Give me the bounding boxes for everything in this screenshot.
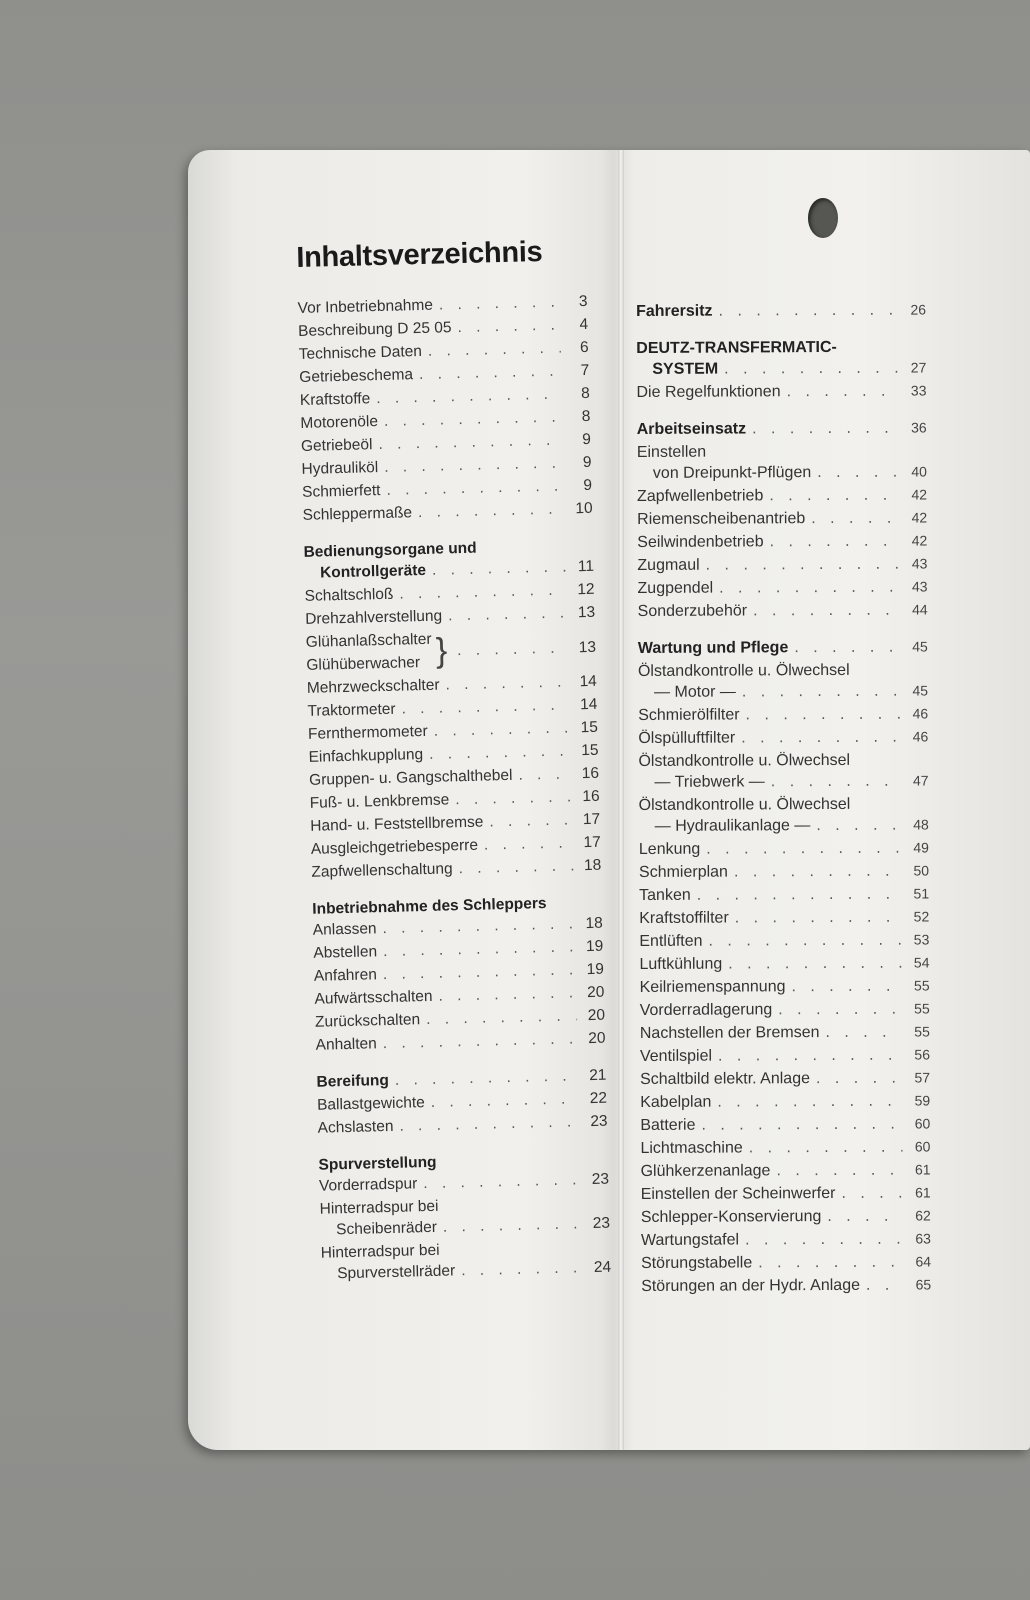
toc-page-number: 18 [585,914,603,933]
leader-dots [457,636,568,662]
leader-dots [771,770,901,794]
toc-page-number: 20 [587,1006,606,1025]
leader-dots [728,952,901,976]
toc-entry [640,1043,930,1068]
toc-page-number: 11 [577,557,595,576]
toc-entry [640,997,930,1022]
toc-entry [637,460,927,485]
toc-page-number: 43 [911,555,928,572]
toc-entry [640,1089,930,1114]
toc-page-number: 60 [914,1138,931,1155]
leader-dots [445,670,569,696]
toc-page-number: 18 [583,856,602,875]
toc-entry [639,792,929,815]
toc-entry-label: Fernthermometer [307,722,428,743]
leader-dots [428,337,561,363]
toc-page-number: 9 [583,476,593,495]
toc-entry-label: Schmierfett [301,482,381,501]
toc-entry-label: Schlepper-Konservierung [640,1208,822,1226]
toc-entry-label: Arbeitseinsatz [636,420,747,438]
toc-page-number: 8 [581,407,591,426]
leader-dots [778,998,902,1022]
leader-dots [734,860,901,884]
leader-dots [745,1228,903,1252]
toc-page-number: 40 [911,463,927,480]
toc-entry-label: Glühanlaßschalter [305,630,432,651]
toc-entry-label: Zugpendel [637,579,714,597]
leader-dots [811,507,899,530]
toc-page-number: 60 [914,1115,931,1132]
toc-entry [641,1158,931,1183]
toc-entry-label: Störungen an der Hydr. Anlage [641,1276,861,1295]
toc-entry-label: Bereifung [316,1071,390,1091]
leader-dots [749,1136,903,1160]
toc-entry-label: Störungstabelle [641,1254,753,1272]
toc-entry-label: Anhalten [315,1035,378,1054]
leader-dots [484,831,573,856]
toc-page-number: 22 [589,1089,608,1108]
page-title: Inhaltsverzeichnis [296,235,543,274]
toc-entry-label: Vor Inbetriebnahme [297,296,434,317]
toc-page-number: 23 [591,1170,610,1189]
toc-entry [639,813,929,838]
toc-entry-label: Hinterradspur bei [320,1241,440,1262]
toc-entry [638,598,928,623]
toc-entry-label: Glühüberwacher [306,654,421,674]
toc-entry-label: Ölstandkontrolle u. Ölwechsel [638,751,851,770]
leader-dots [817,461,899,484]
toc-page-number: 23 [590,1112,608,1131]
toc-entry-label: Hand- u. Feststellbremse [310,813,484,835]
leader-dots [745,703,900,727]
toc-entry-label: Kraftstoffilter [639,909,729,927]
toc-page-number: 45 [912,638,928,655]
toc-entry [637,439,927,462]
leader-dots [776,1159,902,1183]
toc-entry-label: Vorderradlagerung [639,1001,773,1019]
leader-dots [816,814,900,837]
toc-entry-label: Ausgleichgetriebesperre [310,836,479,858]
toc-page-number: 53 [913,931,930,948]
toc-entry-label: Wartung und Pflege [637,639,789,657]
toc-entry [637,552,927,577]
toc-entry-label: Schmierplan [638,863,728,881]
toc-entry-label: Keilriemenspannung [639,978,786,996]
toc-page-number: 46 [912,728,929,745]
toc-page-number: 14 [579,672,598,691]
toc-page-number: 42 [911,532,928,549]
toc-page-number: 24 [593,1258,612,1277]
toc-entry-label: Einstellen der Scheinwerfer [640,1184,836,1203]
toc-page-number: 64 [915,1253,932,1270]
leader-dots [701,1113,902,1137]
leader-dots [708,929,901,953]
section-gap [636,321,926,337]
toc-entry-label: Lichtmaschine [640,1139,743,1157]
toc-entry-label: — Hydraulikanlage — [654,817,811,835]
toc-entry-label: Mehrzweckschalter [306,676,440,697]
leader-dots [433,716,570,742]
toc-entry-label: Scheibenräder [335,1218,438,1239]
toc-entry-label: Zugmaul [637,556,700,574]
toc-entry [641,1227,931,1252]
toc-page-number: 55 [913,977,930,994]
leader-dots [724,357,898,381]
toc-page-number: 16 [581,764,600,783]
toc-entry [638,702,928,727]
leader-dots [866,1274,903,1297]
leader-dots [758,1251,903,1275]
toc-section-heading [636,335,926,358]
toc-entry-label: Ballastgewichte [316,1094,425,1114]
toc-entry-label: Nachstellen der Bremsen [639,1024,820,1042]
toc-entry-label: Schaltschloß [304,585,394,605]
leader-dots [718,1044,902,1068]
leader-dots [841,1182,902,1205]
toc-page-number: 42 [911,486,928,503]
toc-list-left [297,290,611,1286]
leader-dots [697,883,902,907]
toc-entry-label: Technische Daten [298,342,423,363]
toc-page-number: 56 [914,1046,930,1063]
toc-entry-label: Wartungstafel [640,1231,740,1249]
leader-dots [438,981,576,1007]
toc-page-number: 27 [910,359,927,376]
punch-hole [808,198,838,238]
toc-entry-label: Schmierölfilter [638,706,740,724]
leader-dots [706,837,901,861]
toc-page-number: 9 [582,453,592,472]
toc-page-number: 65 [915,1276,932,1293]
toc-page-number: 15 [580,718,599,737]
leader-dots [719,576,899,600]
toc-entry-label: Spurverstellung [318,1153,437,1174]
toc-page-number: 45 [912,682,929,699]
leader-dots [770,530,900,554]
leader-dots [753,599,900,623]
toc-entry-label: Anfahren [313,966,378,985]
toc-entry-label: Schaltbild elektr. Anlage [640,1070,811,1088]
leader-dots [429,739,571,765]
toc-page-number: 17 [582,810,601,829]
leader-dots [457,314,560,340]
toc-page-number: 55 [914,1000,930,1017]
toc-left-column [296,235,611,1286]
toc-entry-label: Anlassen [312,920,377,939]
leader-dots [816,1067,902,1090]
toc-entry-label: Aufwärtsschalten [314,987,433,1008]
leader-dots [439,291,560,317]
toc-page-number: 7 [580,361,590,380]
leader-dots [448,601,568,627]
toc-page-number: 8 [580,384,590,403]
toc-page-number: 19 [586,960,605,979]
toc-entry-label: Einstellen [636,443,707,461]
toc-entry-label: Fuß- u. Lenkbremse [309,791,450,812]
toc-entry-label: Beschreibung D 25 05 [297,319,452,340]
toc-entry-label: Ölspülluftfilter [638,729,736,747]
toc-entry-label: von Dreipunkt-Pflügen [652,464,812,482]
toc-entry [638,725,928,750]
toc-entry [639,928,929,953]
leader-dots [399,1110,580,1137]
toc-page-number: 44 [912,601,928,618]
leader-dots [461,1256,583,1282]
toc-page-number: 47 [912,772,929,789]
toc-entry [638,769,928,794]
toc-entry [638,679,928,704]
toc-page-number: 13 [578,638,597,656]
toc-entry-label: Lenkung [638,840,701,858]
toc-entry [641,1181,931,1206]
leader-dots [443,1212,583,1238]
toc-section-heading [638,635,928,660]
toc-page-number: 20 [588,1029,606,1048]
toc-entry-label: Fahrersitz [636,302,713,320]
toc-page-number: 6 [579,338,589,357]
toc-entry [641,1204,931,1229]
toc-entry-label: Vorderradspur [318,1175,418,1195]
toc-entry-label: Kabelplan [640,1093,712,1111]
toc-entry [640,1066,930,1091]
toc-entry-label: Zapfwellenschaltung [311,860,453,881]
leader-dots [827,1205,903,1228]
toc-entry [638,658,928,681]
toc-entry-label: Traktormeter [307,700,396,720]
toc-entry-label: SYSTEM [652,360,719,378]
leader-dots [418,498,565,525]
leader-dots [742,680,900,704]
toc-entry-label: Hydrauliköl [301,459,379,478]
toc-page-number: 21 [588,1066,607,1085]
toc-entry [640,1112,930,1137]
toc-page-number: 52 [913,908,930,925]
toc-entry-label: Ölstandkontrolle u. Ölwechsel [638,795,851,814]
toc-section-heading [637,416,927,441]
leader-dots [791,975,901,999]
toc-entry-label: Tanken [639,886,691,904]
toc-page-number: 14 [579,695,598,714]
toc-page-number: 57 [914,1069,931,1086]
toc-entry-label: Die Regelfunktionen [636,383,781,401]
toc-page-number: 48 [913,816,929,833]
toc-page-number: 10 [575,499,593,518]
toc-right-column [636,298,931,1298]
leader-dots [455,785,572,811]
toc-page-number: 62 [915,1207,931,1224]
toc-page-number: 23 [592,1214,611,1233]
toc-entry-label: Ölstandkontrolle u. Ölwechsel [637,661,850,680]
toc-page-number: 33 [910,382,927,399]
toc-entry [639,905,929,930]
leader-dots [383,1027,578,1055]
toc-entry-label: — Motor — [654,683,736,701]
toc-page-number: 46 [912,705,929,722]
toc-page-number: 17 [583,833,601,852]
leader-dots [718,299,898,323]
section-gap [638,621,928,637]
leader-dots [752,417,899,441]
toc-entry-label: Luftkühlung [639,955,723,973]
toc-list-right [636,298,931,1298]
toc-entry [636,379,926,404]
toc-entry-label: Drehzahlverstellung [305,607,443,628]
leader-dots [423,1168,581,1195]
toc-entry-label: Schleppermaße [302,504,413,524]
toc-page-number: 59 [914,1092,931,1109]
toc-page-number: 61 [914,1161,931,1178]
toc-entry [639,836,929,861]
toc-page-number: 61 [915,1184,931,1201]
toc-section-heading [636,298,926,323]
leader-dots [518,762,571,786]
toc-entry-labels [306,628,433,677]
toc-page-number: 42 [911,509,928,526]
toc-entry-label: Kraftstoffe [299,390,371,409]
toc-entry-label: Ventilspiel [639,1047,713,1065]
toc-entry [641,1250,931,1275]
toc-entry-label: Zurückschalten [314,1011,421,1031]
toc-entry-label: Spurverstellräder [337,1262,456,1283]
brace-symbol: } [435,631,448,670]
toc-page-number: 49 [913,839,929,856]
toc-page-number: 20 [586,983,605,1002]
toc-entry-label: Seilwindenbetrieb [637,533,764,551]
toc-page-number: 54 [913,954,930,971]
toc-entry-label: DEUTZ-TRANSFERMATIC- [636,338,837,357]
leader-dots [741,726,900,750]
toc-page-number: 51 [913,885,930,902]
toc-entry-label: Motorenöle [300,413,379,432]
toc-page-number: 3 [578,292,588,311]
toc-entry [639,882,929,907]
leader-dots [735,906,902,930]
toc-entry-label: Entlüften [639,932,703,950]
toc-page-number: 50 [913,862,930,879]
toc-page-number: 12 [577,580,595,599]
toc-entry-label: Glühkerzenanlage [640,1162,771,1180]
toc-page-number: 4 [579,315,589,334]
toc-entry [637,529,927,554]
toc-entry [639,859,929,884]
toc-entry-label: Kontrollgeräte [319,561,427,582]
toc-page-number: 19 [585,937,604,956]
toc-entry-label: Abstellen [313,943,378,962]
toc-page-number: 9 [582,430,592,449]
toc-entry-label: — Triebwerk — [654,773,765,791]
toc-entry [639,951,929,976]
toc-entry-label: Riemenscheibenantrieb [637,510,806,528]
toc-page-number: 16 [582,787,600,806]
toc-entry-label: Batterie [640,1116,696,1134]
leader-dots [432,556,567,582]
toc-entry [637,506,927,531]
leader-dots [717,1090,902,1114]
toc-page-number: 63 [915,1230,931,1247]
toc-page-number: 26 [910,301,927,318]
toc-page-number: 13 [577,603,596,622]
page-fold [618,150,624,1450]
toc-page-number: 43 [911,578,928,595]
toc-section-heading [636,356,926,381]
booklet-page [188,150,1030,1450]
toc-entry [641,1273,931,1298]
toc-entry [640,1020,930,1045]
toc-entry-label: Gruppen- u. Gangschalthebel [308,766,513,789]
toc-entry [640,974,930,999]
toc-entry-label: Inbetriebnahme des Schleppers [312,895,547,918]
leader-dots [787,380,899,404]
leader-dots [419,360,562,386]
leader-dots [706,553,900,577]
leader-dots [489,808,572,833]
leader-dots [458,854,573,880]
toc-entry [637,575,927,600]
toc-entry-label: Sonderzubehör [637,602,748,620]
toc-entry [306,624,597,677]
toc-entry-label: Bedienungsorgane und [303,539,477,561]
leader-dots [825,1021,901,1044]
toc-entry [640,1135,930,1160]
section-gap [637,402,927,418]
leader-dots [794,636,900,660]
toc-entry-label: Einfachkupplung [308,746,424,766]
toc-entry [637,483,927,508]
toc-page-number: 15 [581,741,599,760]
leader-dots [769,484,899,508]
toc-entry-label: Getriebeschema [299,366,414,386]
toc-entry [638,748,928,771]
toc-entry-label: Hinterradspur bei [319,1197,439,1218]
toc-entry-label: Getriebeöl [300,436,373,455]
toc-entry-label: Zapfwellenbetrieb [636,487,764,505]
toc-page-number: 36 [911,419,927,436]
toc-page-number: 55 [914,1023,930,1040]
toc-entry-label: Achslasten [317,1117,394,1137]
